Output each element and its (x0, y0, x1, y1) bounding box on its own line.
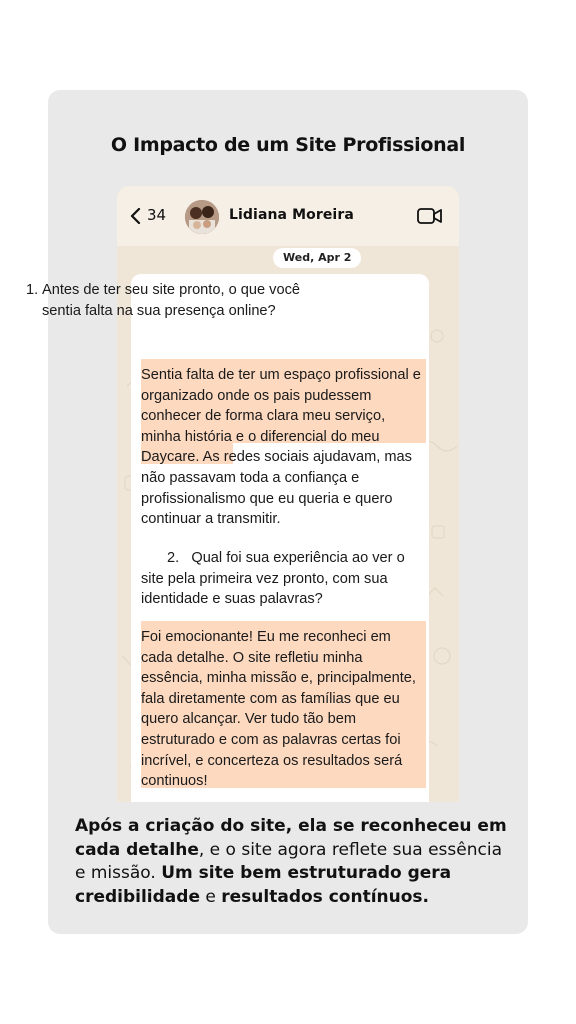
answer-2: Foi emocionante! Eu me reconheci em cada detalhe. O site refletiu minha essência, minha missão e, principalmente, fala diretamente com as famílias que eu quero alcançar. Ver tudo tão bem estruturado e com as palavras certas foi incrível, e concerteza os resultados será continuos! (141, 629, 416, 790)
answer-1 (141, 365, 426, 530)
question-2 (141, 548, 426, 610)
answer-1-text: As redes sociais ajudavam, mas não passavam toda a confiança e profissionalismo que eu queria e quero continuar a transmitir. (141, 449, 412, 528)
chat-header (117, 186, 459, 246)
date-separator: Wed, Apr 2 (273, 248, 361, 268)
answer-1-highlighted-text: Sentia falta de ter um espaço profissional e organizado onde os pais pudessem conhecer de forma clara meu serviço, minha história e o diferencial do meu Daycare. (141, 367, 421, 466)
question-1-number: 1. (26, 282, 39, 298)
summary-bold-1: Após a criação do site, ela se reconheceu em cada detalhe (75, 816, 507, 860)
contact-name[interactable]: Lidiana Moreira (229, 207, 354, 223)
question-2-number: 2. (167, 550, 180, 566)
card-title: O Impacto de um Site Profissional (110, 134, 466, 156)
question-1-text: Antes de ter seu site pronto, o que você sentia falta na sua presença online? (42, 282, 300, 319)
summary-text (75, 815, 515, 909)
back-unread-count[interactable]: 34 (147, 206, 167, 224)
video-call-icon[interactable] (417, 207, 443, 225)
summary-text-2: , e o site agora reflete sua essência e missão. (75, 839, 502, 883)
summary-text-4: e (199, 886, 222, 907)
summary-bold-5: resultados contínuos. (221, 886, 429, 907)
chevron-left-icon[interactable] (129, 208, 141, 224)
avatar[interactable] (185, 200, 219, 234)
question-2-text: Qual foi sua experiência ao ver o site pela primeira vez pronto, com sua identidade e suas palavras? (141, 550, 405, 608)
summary-bold-3: Um site bem estruturado gera credibilidade (75, 863, 452, 907)
